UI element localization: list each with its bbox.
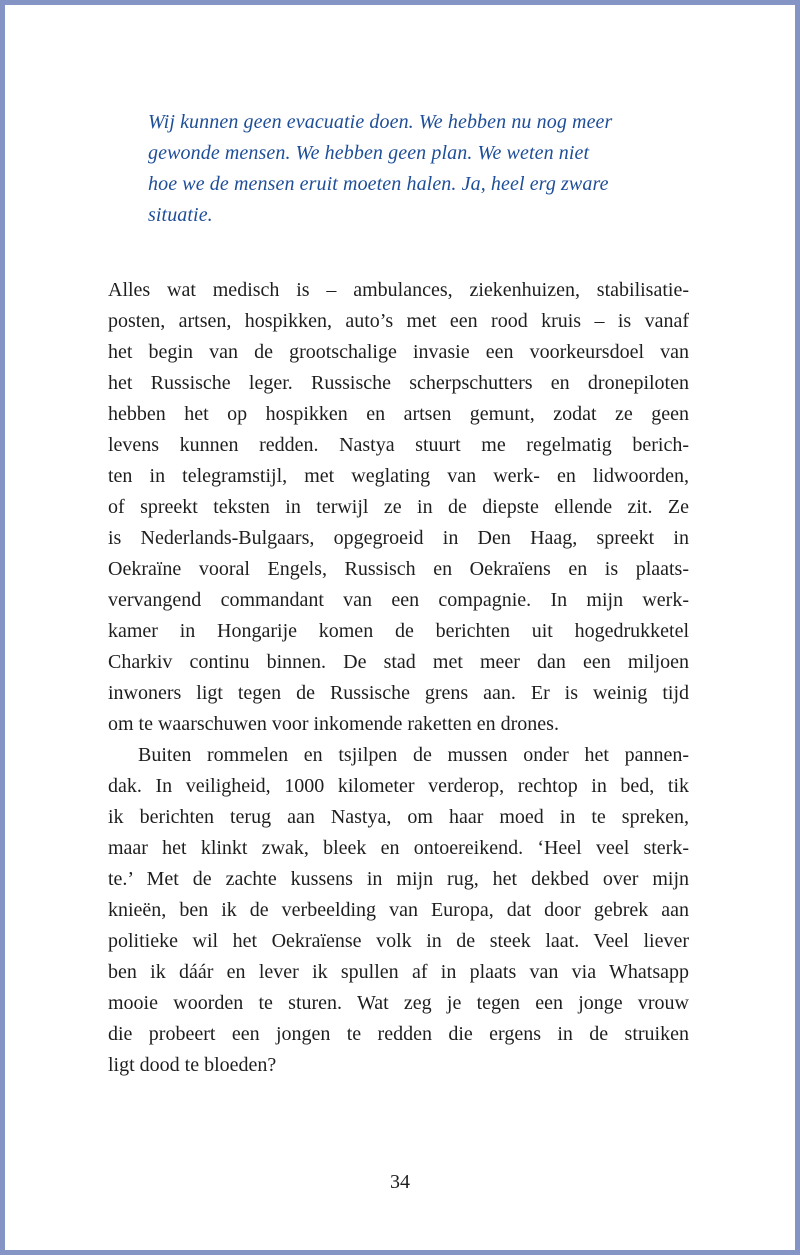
text-line: dak. In veiligheid, 1000 kilometer verderop, rechtop in bed, tik: [108, 775, 689, 797]
text-line: posten, artsen, hospikken, auto’s met een rood kruis – is vanaf: [108, 310, 689, 332]
text-line: het Russische leger. Russische scherpschutters en dronepiloten: [108, 372, 689, 394]
text-line: te.’ Met de zachte kussens in mijn rug, het dekbed over mijn: [108, 868, 689, 890]
text-line: ben ik dáár en lever ik spullen af in plaats van via Whatsapp: [108, 961, 689, 983]
text-line: situatie.: [148, 204, 213, 226]
page-text-block: [108, 107, 689, 1081]
text-line: hebben het op hospikken en artsen gemunt, zodat ze geen: [108, 403, 689, 425]
text-line: kamer in Hongarije komen de berichten uit hogedrukketel: [108, 620, 689, 642]
page-number: 34: [390, 1171, 410, 1193]
text-line: Wij kunnen geen evacuatie doen. We hebben nu nog meer: [148, 111, 613, 133]
text-line: knieën, ben ik de verbeelding van Europa, dat door gebrek aan: [108, 899, 689, 921]
text-line: politieke wil het Oekraïense volk in de steek laat. Veel liever: [108, 930, 689, 952]
paragraph-2: [108, 740, 689, 1081]
text-line: is Nederlands-Bulgaars, opgegroeid in Den Haag, spreekt in: [108, 527, 689, 549]
text-line: gewonde mensen. We hebben geen plan. We weten niet: [148, 142, 590, 164]
text-line: levens kunnen redden. Nastya stuurt me regelmatig berich-: [108, 434, 689, 456]
text-line: die probeert een jongen te redden die ergens in de struiken: [108, 1023, 689, 1045]
text-line: mooie woorden te sturen. Wat zeg je tegen een jonge vrouw: [108, 992, 689, 1014]
text-line: ik berichten terug aan Nastya, om haar moed in te spreken,: [108, 806, 689, 828]
text-line: maar het klinkt zwak, bleek en ontoereikend. ‘Heel veel sterk-: [108, 837, 689, 859]
text-line: vervangend commandant van een compagnie. In mijn werk-: [108, 589, 689, 611]
text-line: Alles wat medisch is – ambulances, ziekenhuizen, stabilisatie-: [108, 279, 689, 301]
text-line: het begin van de grootschalige invasie een voorkeursdoel van: [108, 341, 689, 363]
text-line: Oekraïne vooral Engels, Russisch en Oekraïens en is plaats-: [108, 558, 689, 580]
text-line: hoe we de mensen eruit moeten halen. Ja, heel erg zware: [148, 173, 609, 195]
text-line: ten in telegramstijl, met weglating van werk- en lidwoorden,: [108, 465, 689, 487]
text-line: of spreekt teksten in terwijl ze in de diepste ellende zit. Ze: [108, 496, 689, 518]
text-line: ligt dood te bloeden?: [108, 1054, 277, 1076]
text-line: inwoners ligt tegen de Russische grens aan. Er is weinig tijd: [108, 682, 689, 704]
paragraph-1: [108, 275, 689, 740]
text-line: om te waarschuwen voor inkomende raketten en drones.: [108, 713, 559, 735]
text-line: Charkiv continu binnen. De stad met meer dan een miljoen: [108, 651, 689, 673]
block-quote: [148, 107, 689, 231]
text-line: Buiten rommelen en tsjilpen de mussen onder het pannen-: [138, 744, 689, 766]
